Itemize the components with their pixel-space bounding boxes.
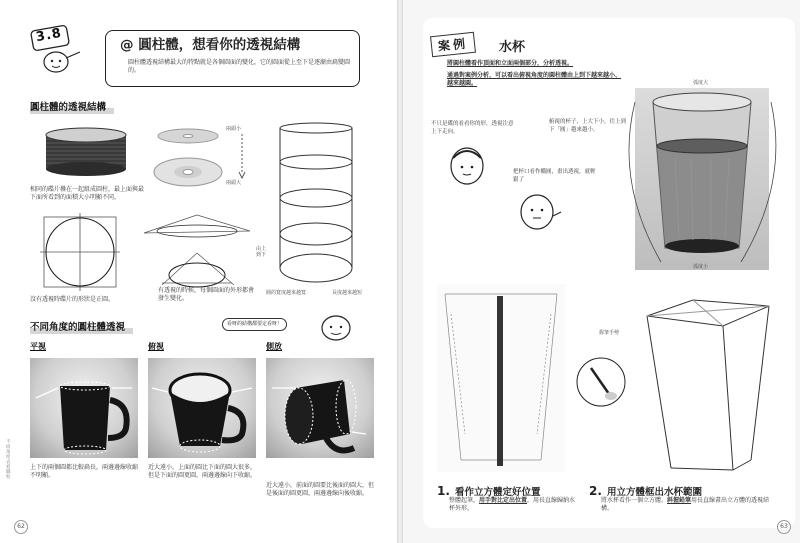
arrow-down-icon <box>238 134 246 180</box>
view-label-top: 俯視 <box>148 342 164 351</box>
right-page <box>403 0 800 543</box>
caption-circle: 沒有透視時碟片的形狀是正圓。 <box>30 296 115 303</box>
mug-photo-level <box>30 358 138 458</box>
hand-pencil-icon <box>575 338 629 412</box>
disc-label-large: 兩頭大 <box>226 180 242 186</box>
intro-line-1: 將圓柱體看作頂面和立面兩個部分，分析透視。 <box>447 60 574 67</box>
step1-text <box>449 497 579 513</box>
step2-text-highlight: 斜握鉛筆 <box>667 497 692 504</box>
step1-title: 看作立方體定好位置 <box>455 487 541 498</box>
section-heading-angles: 不同角度的圓柱體透視 <box>30 321 133 334</box>
caption-top-view: 近大遠小，上面的圓比下面的圓大很多，但是下面的圓更圓，兩邊邊線向下收縮。 <box>148 464 257 479</box>
note-left: 不只是碟的看看你的形，透視注意上下走向。 <box>431 121 514 135</box>
view-label-level: 平視 <box>30 342 46 351</box>
caption-side-view: 近大遠小，前面的圓要比後面的圓大，但是後面的圓更圓，兩邊邊線向後收縮。 <box>266 482 375 497</box>
step1-text-a: 整體起筆， <box>449 497 480 504</box>
cylinder-sketch <box>266 118 366 298</box>
step2-text <box>601 497 771 513</box>
mascot-face-icon <box>318 310 354 344</box>
cylinder-label-side: 由上到下 <box>256 246 267 258</box>
page-title: @ 圓柱體，想看你的透視結構 <box>120 37 301 53</box>
arc-guide-lines <box>621 82 783 276</box>
speech-bubble-text: 看呀的結構都要定看呀！ <box>227 321 283 327</box>
cylinder-label-bottom-2: 長度越來越短 <box>332 290 363 296</box>
left-page <box>0 0 397 543</box>
intro-text: 圓柱體透視結構最大的特點就是各個圓面的變化，它的圓面從上至下是逐漸由扁變圓的。 <box>128 59 351 74</box>
case-badge: 案例 <box>430 32 476 57</box>
speech-bubble <box>222 318 287 331</box>
side-running-text: 不同角度去看圓柱 <box>6 440 11 480</box>
mascot-face-icon-right <box>515 190 563 234</box>
right-page-number: 63 <box>777 520 791 534</box>
label-arc-large: 弧度大 <box>693 80 709 86</box>
label-arc-small: 弧度小 <box>693 264 709 270</box>
left-page-number: 62 <box>14 520 28 534</box>
caption-disc-stack: 相同的碟片疊在一起組成圓柱，最上面與最下面所看到的面積大小明顯不同。 <box>30 186 145 201</box>
note-middle-text-2: 越來越小。 <box>571 127 599 133</box>
note-middle <box>549 118 629 134</box>
step2-text-b: 用長直線畫出立方體的透視結構。 <box>601 497 770 512</box>
step1-text-highlight: 用手對比定出位置 <box>479 497 528 504</box>
circle-sketch <box>40 213 120 291</box>
step1-text-b: ，用長直線歸納水杯外形。 <box>449 497 576 512</box>
intro-line-2: 通過對案例分析，可以看出俯視角度的圓柱體由上到下越來越小、越來越圓。 <box>447 72 622 87</box>
mug-photo-top <box>148 358 256 458</box>
step2-number: 2. <box>589 484 602 498</box>
caption-level-view: 上下的兩個圓都比較扁長，兩邊邊線收縮不明顯。 <box>30 464 139 479</box>
step2-text-a: 將水杯看作一個立方體， <box>601 497 668 504</box>
mascot-thinking-icon <box>443 140 491 196</box>
view-label-side: 側放 <box>266 342 282 351</box>
disc-pair-photo <box>150 122 230 197</box>
note-middle-text: 俯視的杯子，上大下小，往上到下「圓」 <box>549 119 627 133</box>
chapter-number: 3.8 <box>34 25 64 46</box>
mug-photo-side <box>266 358 374 458</box>
section-heading-structure: 圓柱體的透視結構 <box>30 101 114 114</box>
step2-cube-sketch <box>635 296 781 476</box>
disc-stack-photo <box>42 125 130 177</box>
step1-number: 1. <box>437 484 450 498</box>
step1-sketch <box>437 284 565 472</box>
perspective-sketch <box>142 213 252 291</box>
disc-label-small: 兩頭小 <box>226 126 242 132</box>
label-hand-grip: 握筆手勢 <box>599 330 620 336</box>
cylinder-label-bottom-1: 圓的寬度越來越寬 <box>266 290 307 296</box>
step2-title: 用立方體框出水杯範圍 <box>607 487 703 498</box>
note-face: 把杯口看作橢圓，畫出透視，就輕鬆了 <box>513 169 596 183</box>
case-title: 水杯 <box>499 40 526 55</box>
caption-perspective: 有透視的時候，每個圓面的外形都會發生變化。 <box>158 287 255 302</box>
title-box <box>105 30 360 87</box>
